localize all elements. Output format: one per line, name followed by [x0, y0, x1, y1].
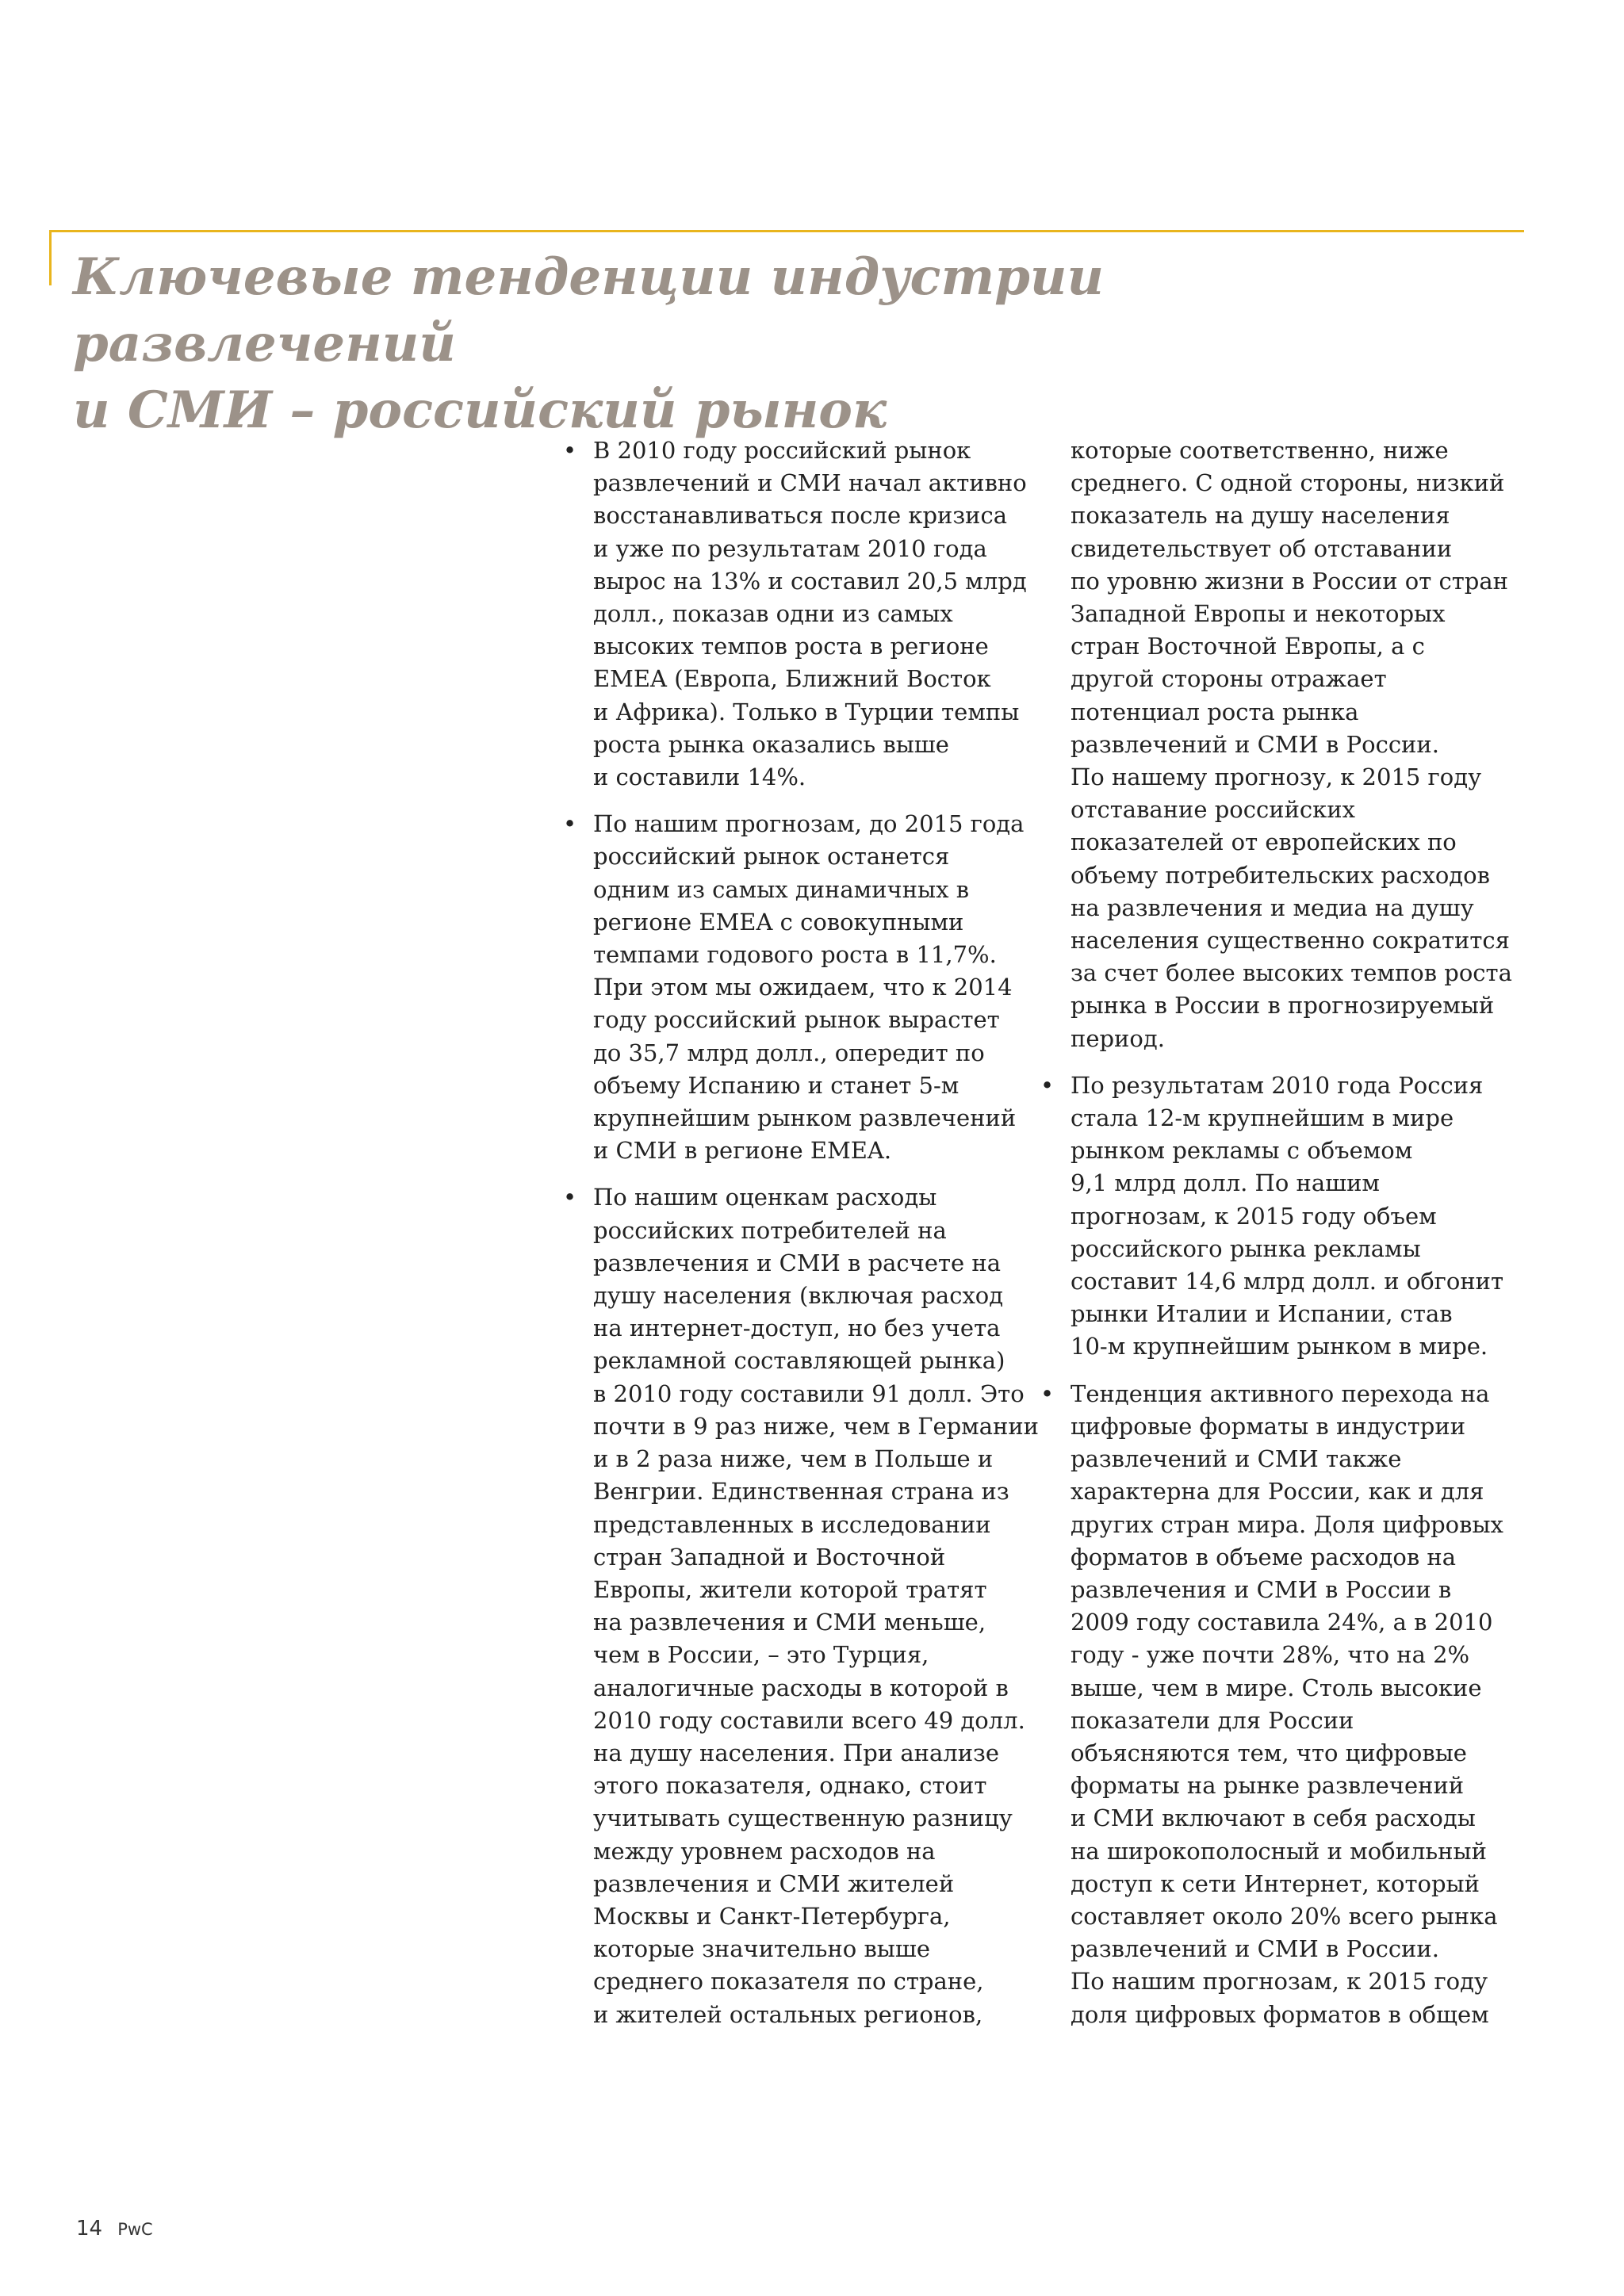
title-frame-left-rule	[49, 230, 52, 285]
text-line: объему потребительских расходов	[1071, 861, 1490, 889]
text-line: году - уже почти 28%, что на 2%	[1071, 1641, 1470, 1669]
footer-brand: PwC	[117, 2220, 153, 2239]
text-line: учитывать существенную разницу	[593, 1804, 1013, 1832]
text-line: развлечений и СМИ в России.	[1071, 730, 1439, 758]
text-line: • Тенденция активного перехода на	[1071, 1380, 1490, 1407]
text-line: развлечения и СМИ в России в	[1071, 1575, 1452, 1603]
text-line: и составили 14%.	[593, 763, 806, 791]
text-line: восстанавливаться после кризиса	[593, 502, 1008, 530]
text-line: Москвы и Санкт-Петербурга,	[593, 1902, 951, 1930]
text-line: и Африка). Только в Турции темпы	[593, 698, 1020, 725]
page-title-line-2: и СМИ – российский рынок	[73, 381, 887, 440]
text-line: развлечения и СМИ жителей	[593, 1869, 955, 1897]
text-line: на развлечения и СМИ меньше,	[593, 1609, 986, 1636]
text-line: рынки Италии и Испании, став	[1071, 1300, 1453, 1328]
text-line: • По нашим прогнозам, до 2015 года	[593, 810, 1025, 838]
text-line: до 35,7 млрд долл., опередит по	[593, 1039, 985, 1066]
text-line: отставание российских	[1071, 796, 1355, 824]
text-line: доля цифровых форматов в общем	[1071, 2000, 1489, 2028]
text-line: потенциал роста рынка	[1071, 698, 1359, 725]
bullet-paragraph	[563, 434, 1027, 794]
page-title	[73, 244, 1500, 444]
text-line: чем в России, – это Турция,	[593, 1641, 929, 1669]
text-line: душу населения (включая расход	[593, 1282, 1004, 1310]
paragraph	[1040, 434, 1512, 1055]
text-line: этого показателя, однако, стоит	[593, 1772, 987, 1800]
page-title-line-1: Ключевые тенденции индустрии развлечений	[73, 247, 1104, 373]
text-line: на широкополосный и мобильный	[1071, 1837, 1487, 1865]
text-line: и жителей остальных регионов,	[593, 2000, 983, 2028]
text-line: цифровые форматы в индустрии	[1071, 1412, 1466, 1440]
text-line: 9,1 млрд долл. По нашим	[1071, 1169, 1380, 1197]
text-line: и в 2 раза ниже, чем в Польше и	[593, 1445, 994, 1473]
text-line: других стран мира. Доля цифровых	[1071, 1510, 1503, 1538]
text-line: роста рынка оказались выше	[593, 730, 949, 758]
text-line: Венгрии. Единственная страна из	[593, 1478, 1009, 1506]
text-line: почти в 9 раз ниже, чем в Германии	[593, 1412, 1040, 1440]
text-line: 2010 году составили всего 49 долл.	[593, 1706, 1025, 1734]
text-line: между уровнем расходов на	[593, 1837, 936, 1865]
text-line: развлечения и СМИ в расчете на	[593, 1249, 1002, 1276]
text-line: за счет более высоких темпов роста	[1071, 959, 1512, 987]
right-text-column	[1040, 434, 1512, 2045]
text-line: прогнозам, к 2015 году объем	[1071, 1202, 1437, 1230]
text-line: среднего. С одной стороны, низкий	[1071, 469, 1505, 497]
text-line: По нашему прогнозу, к 2015 году	[1071, 763, 1482, 791]
text-line: году российский рынок вырастет	[593, 1006, 1000, 1034]
text-line: форматы на рынке развлечений	[1071, 1772, 1465, 1800]
left-text-column	[563, 434, 1040, 2045]
text-line: Европы, жители которой тратят	[593, 1575, 987, 1603]
text-line: развлечений и СМИ также	[1071, 1445, 1402, 1473]
text-line: период.	[1071, 1024, 1165, 1052]
text-line: показатели для России	[1071, 1706, 1354, 1734]
text-line: которые значительно выше	[593, 1935, 931, 1963]
page-number: 14	[76, 2217, 103, 2241]
text-line: темпами годового роста в 11,7%.	[593, 941, 997, 969]
text-line: • По нашим оценкам расходы	[593, 1184, 937, 1211]
text-line: рынком рекламы с объемом	[1071, 1137, 1413, 1165]
title-frame-top-rule	[49, 230, 1524, 232]
text-line: объясняются тем, что цифровые	[1071, 1739, 1467, 1766]
text-line: стала 12-м крупнейшим в мире	[1071, 1104, 1454, 1132]
text-line: российского рынка рекламы	[1071, 1234, 1421, 1262]
text-line: и СМИ включают в себя расходы	[1071, 1804, 1476, 1832]
text-line: представленных в исследовании	[593, 1510, 991, 1538]
text-line: рекламной составляющей рынка)	[593, 1347, 1005, 1375]
text-line: одним из самых динамичных в	[593, 875, 970, 903]
text-line: на интернет-доступ, но без учета	[593, 1314, 1001, 1342]
text-line: характерна для России, как и для	[1071, 1478, 1484, 1506]
bullet-paragraph	[563, 1181, 1040, 2030]
text-line: долл., показав одни из самых	[593, 600, 953, 628]
text-line: • В 2010 году российский рынок	[593, 437, 971, 464]
text-line: составляет около 20% всего рынка	[1071, 1902, 1498, 1930]
text-line: среднего показателя по стране,	[593, 1968, 984, 1996]
bullet-paragraph	[563, 808, 1023, 1167]
bullet-paragraph	[1040, 1378, 1503, 2031]
text-line: в 2010 году составили 91 долл. Это	[593, 1380, 1025, 1407]
text-line: вырос на 13% и составил 20,5 млрд	[593, 567, 1027, 595]
text-line: составит 14,6 млрд долл. и обгонит	[1071, 1268, 1504, 1295]
text-line: Западной Европы и некоторых	[1071, 600, 1446, 628]
text-line: • По результатам 2010 года Россия	[1071, 1071, 1484, 1099]
text-line: 10-м крупнейшим рынком в мире.	[1071, 1333, 1488, 1360]
text-line: объему Испанию и станет 5-м	[593, 1071, 959, 1099]
text-line: форматов в объеме расходов на	[1071, 1543, 1457, 1571]
text-line: на развлечения и медиа на душу	[1071, 894, 1474, 921]
text-line: выше, чем в мире. Столь высокие	[1071, 1674, 1482, 1701]
text-line: крупнейшим рынком развлечений	[593, 1104, 1017, 1132]
text-line: EMEA (Европа, Ближний Восток	[593, 665, 991, 693]
text-line: стран Восточной Европы, а с	[1071, 633, 1425, 660]
text-line: свидетельствует об отставании	[1071, 534, 1453, 562]
text-line: высоких темпов роста в регионе	[593, 633, 989, 660]
text-line: населения существенно сократится	[1071, 927, 1510, 955]
text-line: российских потребителей на	[593, 1216, 947, 1244]
text-line: и СМИ в регионе EMEA.	[593, 1137, 892, 1165]
text-line: российский рынок останется	[593, 843, 950, 871]
text-line: которые соответственно, ниже	[1071, 437, 1449, 464]
text-line: 2009 году составила 24%, а в 2010	[1071, 1609, 1493, 1636]
text-line: на душу населения. При анализе	[593, 1739, 1000, 1766]
text-line: и уже по результатам 2010 года	[593, 534, 987, 562]
text-line: развлечений и СМИ начал активно	[593, 469, 1027, 497]
text-line: по уровню жизни в России от стран	[1071, 567, 1508, 595]
text-line: показателей от европейских по	[1071, 828, 1457, 856]
text-line: стран Западной и Восточной	[593, 1543, 946, 1571]
text-line: При этом мы ожидаем, что к 2014	[593, 974, 1013, 1001]
page-footer	[76, 2217, 153, 2241]
text-line: другой стороны отражает	[1071, 665, 1387, 693]
text-line: По нашим прогнозам, к 2015 году	[1071, 1968, 1488, 1996]
text-line: регионе EMEA с совокупными	[593, 908, 964, 936]
text-line: рынка в России в прогнозируемый	[1071, 992, 1495, 1020]
bullet-paragraph	[1040, 1070, 1504, 1364]
text-line: аналогичные расходы в которой в	[593, 1674, 1009, 1701]
text-line: показатель на душу населения	[1071, 502, 1450, 530]
text-line: доступ к сети Интернет, который	[1071, 1869, 1480, 1897]
text-line: развлечений и СМИ в России.	[1071, 1935, 1439, 1963]
